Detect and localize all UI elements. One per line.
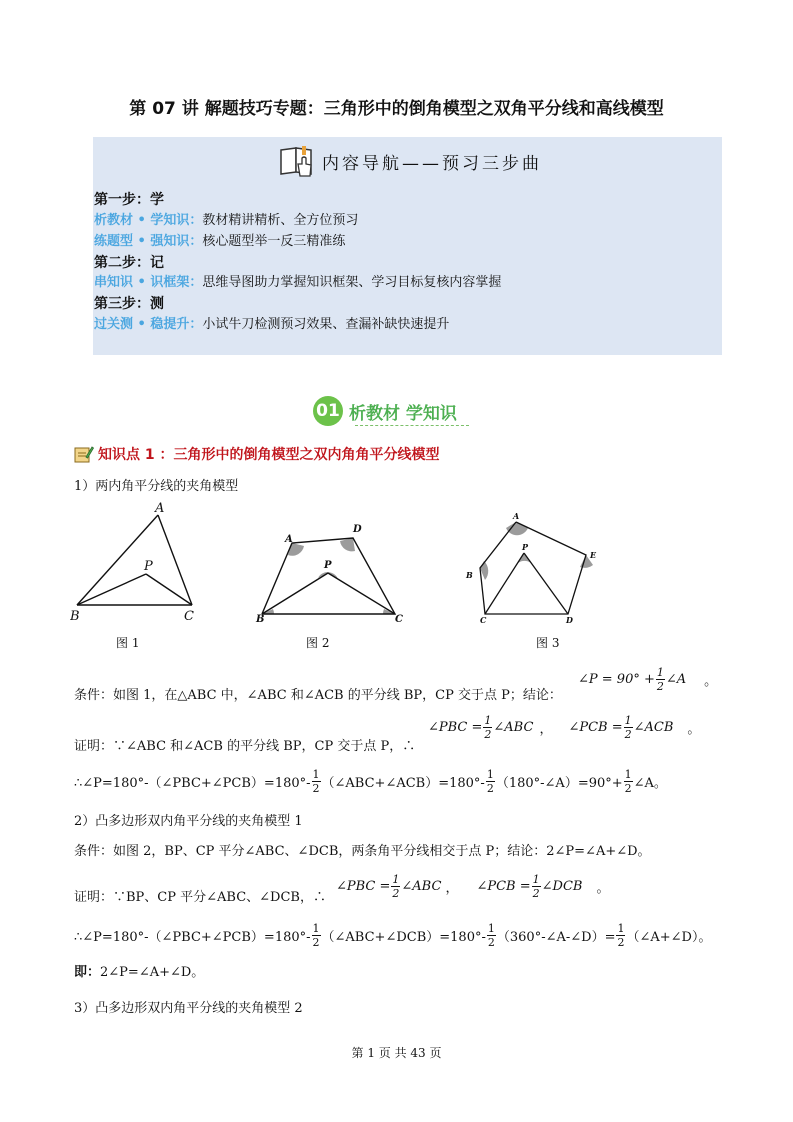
l3-part-b: （∠ABC+∠ACB）=180°- xyxy=(321,776,485,791)
conclusion-2-text: 2∠P=∠A+∠D。 xyxy=(100,965,205,980)
nav-heading-text: 内容导航——预习三步曲 xyxy=(322,153,542,174)
l3-part-c: （180°-∠A）=90°+ xyxy=(495,776,623,791)
fig1-label-p: P xyxy=(144,559,153,574)
l6-den-3: 2 xyxy=(617,936,625,949)
condition-2: 条件：如图 2，BP、CP 平分∠ABC、∠DCB，两条角平分线相交于点 P；结论：2∠P=∠A+∠D。 xyxy=(74,844,651,859)
fig2-label-b: B xyxy=(256,614,265,623)
caption-figure-1: 图 1 xyxy=(116,636,140,650)
fig1-bisector-cp xyxy=(146,574,192,605)
notebook-pencil-icon xyxy=(74,445,94,463)
fig1-bisector-bp xyxy=(77,574,146,605)
l6-part-a: ∴∠P=180°-（∠PBC+∠PCB）=180°- xyxy=(74,930,311,945)
f5-right-b: ∠DCB xyxy=(541,879,583,894)
fig2-label-a: A xyxy=(285,534,293,545)
section-underline xyxy=(355,425,469,426)
nav-row-3-text: 思维导图助力掌握知识框架、学习目标复核内容掌握 xyxy=(202,275,502,290)
section-badge xyxy=(313,396,457,426)
proof-formula-2 xyxy=(336,873,609,900)
fig1-label-b: B xyxy=(70,609,80,624)
f5-comma: ， xyxy=(445,881,459,896)
fig2-label-c: C xyxy=(395,614,403,623)
f5-den-1: 2 xyxy=(392,887,400,900)
book-pointer-icon xyxy=(278,144,318,178)
nav-row-1-label: 析教材 • 学知识： xyxy=(94,213,203,228)
f5-fraction-2 xyxy=(532,873,541,900)
l3-den-3: 2 xyxy=(624,782,632,795)
l6-fraction-2 xyxy=(487,922,496,949)
nav-row-4 xyxy=(94,315,449,335)
l6-den-1: 2 xyxy=(312,936,320,949)
f2-right-b: ∠ACB xyxy=(633,720,674,735)
fig3-label-a: A xyxy=(513,511,520,521)
proof-formula-1 xyxy=(428,714,700,741)
f5-right-a: ∠ABC xyxy=(401,879,442,894)
proof-1-derivation xyxy=(74,768,667,795)
f2-comma: ， xyxy=(539,722,553,737)
f2-num-1: 1 xyxy=(484,714,492,727)
f1-den: 2 xyxy=(656,680,664,693)
page-footer: 第 1 页 共 43 页 xyxy=(351,1046,442,1060)
nav-row-4-label: 过关测 • 稳提升： xyxy=(94,317,203,332)
l3-fraction-3 xyxy=(624,768,633,795)
l3-part-d: ∠A。 xyxy=(633,776,667,791)
fig2-angle-d-mark xyxy=(340,538,355,551)
l6-den-2: 2 xyxy=(487,936,495,949)
f2-fraction-1 xyxy=(483,714,492,741)
step-3: 第三步：测 xyxy=(94,296,164,312)
fig3-angle-a-mark xyxy=(506,522,528,535)
f1-right: ∠A xyxy=(665,672,687,687)
fig1-side-ac xyxy=(158,515,192,605)
nav-row-2-label: 练题型 • 强知识： xyxy=(94,234,203,249)
nav-row-1-text: 教材精讲精析、全方位预习 xyxy=(202,213,359,228)
fig1-label-a: A xyxy=(155,501,165,516)
f2-right-a: ∠ABC xyxy=(493,720,534,735)
fig2-bisector-bp xyxy=(262,573,328,614)
f2-fraction-2 xyxy=(624,714,633,741)
subsection-2: 2）凸多边形双内角平分线的夹角模型 1 xyxy=(74,814,303,829)
knowledge-point-1-text: 知识点 1 ：三角形中的倒角模型之双内角角平分线模型 xyxy=(98,447,440,463)
fig3-label-c: C xyxy=(480,615,487,625)
figure-2 xyxy=(252,518,412,623)
subsection-1: 1）两内角平分线的夹角模型 xyxy=(74,479,239,494)
f5-den-2: 2 xyxy=(532,887,540,900)
page-title: 第 07 讲 解题技巧专题：三角形中的倒角模型之双角平分线和高线模型 xyxy=(129,99,664,119)
l3-den-2: 2 xyxy=(486,782,494,795)
subsection-3: 3）凸多边形双内角平分线的夹角模型 2 xyxy=(74,1001,303,1016)
nav-row-3-label: 串知识 • 识框架： xyxy=(94,275,203,290)
nav-row-4-text: 小试牛刀检测预习效果、查漏补缺快速提升 xyxy=(202,317,450,332)
l6-part-b: （∠ABC+∠DCB）=180°- xyxy=(321,930,486,945)
nav-row-2-text: 核心题型举一反三精准练 xyxy=(202,234,346,249)
f1-period: 。 xyxy=(704,674,718,689)
fig1-label-c: C xyxy=(184,609,194,624)
f5-left-b: ∠PCB = xyxy=(476,879,531,894)
f2-den-2: 2 xyxy=(624,728,632,741)
knowledge-point-1 xyxy=(74,444,440,464)
nav-row-1 xyxy=(94,211,358,231)
nav-row-3 xyxy=(94,273,501,293)
fig3-label-d: D xyxy=(566,615,573,625)
condition-1: 条件：如图 1，在△ABC 中，∠ABC 和∠ACB 的平分线 BP，CP 交于点 P；结论： xyxy=(74,688,562,703)
fig2-label-d: D xyxy=(353,524,362,535)
l6-fraction-3 xyxy=(616,922,625,949)
f5-left-a: ∠PBC = xyxy=(336,879,391,894)
l3-num-1: 1 xyxy=(312,768,320,781)
f2-left-a: ∠PBC = xyxy=(428,720,483,735)
fig3-label-b: B xyxy=(466,570,473,580)
figure-1 xyxy=(70,500,210,625)
fig3-label-e: E xyxy=(590,550,597,560)
step-2: 第二步：记 xyxy=(94,255,164,271)
l6-fraction-1 xyxy=(312,922,321,949)
l6-num-2: 1 xyxy=(487,922,495,935)
figure-3 xyxy=(458,510,604,625)
proof-2: 证明：∵BP、CP 平分∠ABC、∠DCB，∴ xyxy=(74,890,326,905)
step-1: 第一步：学 xyxy=(94,192,164,208)
f2-left-b: ∠PCB = xyxy=(568,720,623,735)
section-number: 01 xyxy=(313,396,343,426)
fig3-label-p: P xyxy=(522,542,529,552)
l3-num-2: 1 xyxy=(486,768,494,781)
l6-part-d: （∠A+∠D）。 xyxy=(626,930,712,945)
f5-fraction-1 xyxy=(391,873,400,900)
fig3-bisector-cp xyxy=(485,553,524,614)
fig2-label-p: P xyxy=(324,560,332,571)
proof-2-derivation xyxy=(74,922,711,949)
caption-figure-3: 图 3 xyxy=(536,636,560,650)
conclusion-2 xyxy=(74,961,204,980)
section-label: 析教材 学知识 xyxy=(349,403,457,424)
f2-num-2: 1 xyxy=(624,714,632,727)
f1-num: 1 xyxy=(656,666,664,679)
conclusion-2-prefix: 即： xyxy=(74,965,101,980)
l3-fraction-1 xyxy=(312,768,321,795)
l3-fraction-2 xyxy=(486,768,495,795)
caption-figure-2: 图 2 xyxy=(306,636,330,650)
l3-num-3: 1 xyxy=(624,768,632,781)
l6-num-3: 1 xyxy=(617,922,625,935)
fig2-bisector-cp xyxy=(328,573,395,614)
fig3-bisector-dp xyxy=(524,553,568,614)
conclusion-formula-1 xyxy=(578,666,717,693)
l6-num-1: 1 xyxy=(312,922,320,935)
f5-num-1: 1 xyxy=(392,873,400,886)
f2-period: 。 xyxy=(687,722,701,737)
proof-1: 证明：∵∠ABC 和∠ACB 的平分线 BP，CP 交于点 P，∴ xyxy=(74,739,416,754)
nav-row-2 xyxy=(94,232,345,252)
f5-num-2: 1 xyxy=(532,873,540,886)
f1-fraction xyxy=(656,666,665,693)
fig3-pentagon xyxy=(480,522,586,614)
l3-part-a: ∴∠P=180°-（∠PBC+∠PCB）=180°- xyxy=(74,776,311,791)
f5-period: 。 xyxy=(596,881,610,896)
l6-part-c: （360°-∠A-∠D）= xyxy=(496,930,616,945)
f1-left: ∠P = 90° + xyxy=(578,672,655,687)
f2-den-1: 2 xyxy=(484,728,492,741)
nav-heading xyxy=(278,143,542,179)
l3-den-1: 2 xyxy=(312,782,320,795)
